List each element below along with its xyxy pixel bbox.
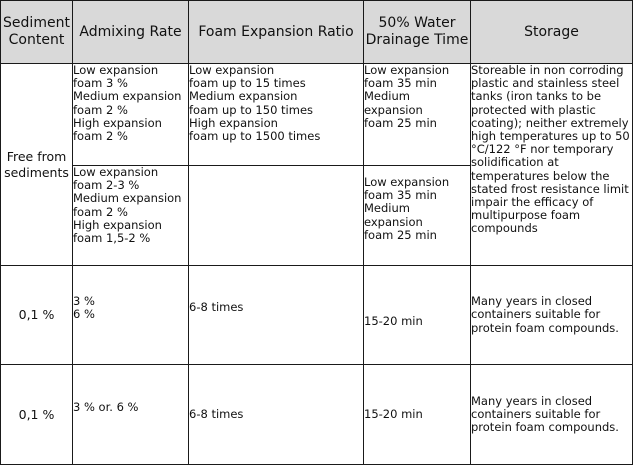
drainage-time-cell: 15-20 min xyxy=(364,266,471,365)
sediment-cell: Free from sediments xyxy=(1,64,73,266)
header-admixing-rate: Admixing Rate xyxy=(73,1,189,64)
drainage-time-cell: Low expansion foam 35 min Medium expansion foam 25 min xyxy=(364,64,471,166)
table-row xyxy=(1,365,633,465)
expansion-ratio-cell: Low expansion foam up to 15 times Medium expansion foam up to 150 times High expansion foam up to 1500 times xyxy=(189,64,364,166)
expansion-ratio-cell: 6-8 times xyxy=(189,266,364,365)
storage-cell: Many years in closed containers suitable for protein foam compounds. xyxy=(471,365,633,465)
admixing-rate-cell: 3 % or. 6 % xyxy=(73,365,189,465)
drainage-time-cell: Low expansion foam 35 min Medium expansion foam 25 min xyxy=(364,166,471,266)
sediment-cell: 0,1 % xyxy=(1,365,73,465)
table-row xyxy=(1,64,633,166)
table-header-row xyxy=(1,1,633,64)
storage-cell xyxy=(471,64,633,266)
admixing-rate-cell: 3 % 6 % xyxy=(73,266,189,365)
admixing-rate-cell: Low expansion foam 3 % Medium expansion foam 2 % High expansion foam 2 % xyxy=(73,64,189,166)
expansion-ratio-cell: 6-8 times xyxy=(189,365,364,465)
storage-text: Storeable in non corroding plastic and stainless steel tanks (iron tanks to be protected with plastic coating); neither extremely high temperatures up to 50 °C/122 °F nor temporary solidification at temperatures below the stated frost resistance limit impair the efficacy of multipurpose foam compounds xyxy=(471,63,630,236)
table-row xyxy=(1,266,633,365)
header-foam-expansion-ratio: Foam Expansion Ratio xyxy=(189,1,364,64)
sediment-cell: 0,1 % xyxy=(1,266,73,365)
admixing-rate-cell: Low expansion foam 2-3 % Medium expansion foam 2 % High expansion foam 1,5-2 % xyxy=(73,166,189,266)
storage-cell: Many years in closed containers suitable for protein foam compounds. xyxy=(471,266,633,365)
header-drainage-time: 50% Water Drainage Time xyxy=(364,1,471,64)
drainage-time-cell: 15-20 min xyxy=(364,365,471,465)
header-storage: Storage xyxy=(471,1,633,64)
header-sediment-content: Sediment Content xyxy=(1,1,73,64)
expansion-ratio-cell xyxy=(189,166,364,266)
